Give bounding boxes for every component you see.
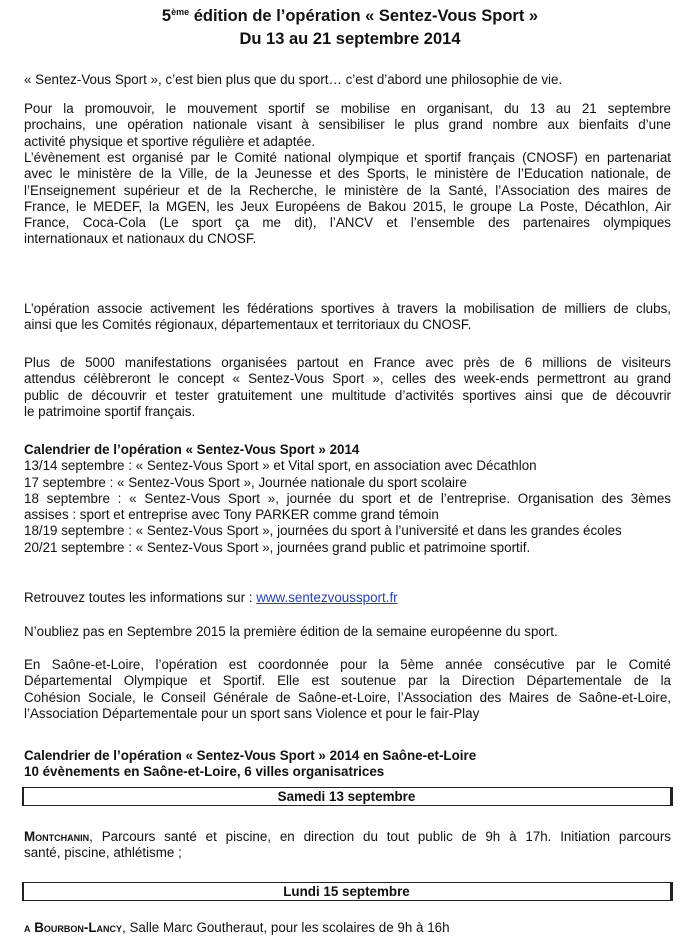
date-banner: Samedi 13 septembre [22,787,671,806]
events-paragraph: Plus de 5000 manifestations organisées partout en France avec près de 6 millions de visiteurs attendus célèbreront le concept « Sentez-Vous Sport », celles des week-ends permettront au grand public de découvrir et tester gratuitement une multitude d’activités sportives ainsi que de découvrir le patrimoine sportif français. [24,355,671,419]
document-title: 5ème édition de l’opération « Sentez-Vous Sport » [161,7,539,25]
calendar-heading: Calendrier de l’opération « Sentez-Vous Sport » 2014 [24,442,360,457]
date-banner: Lundi 15 septembre [22,882,671,901]
website-link[interactable]: www.sentezvoussport.fr [256,590,398,605]
calendar-item-continued: assises : sport et entreprise avec Tony PARKER comme grand témoin [24,507,439,523]
federations-paragraph: L’opération associe activement les fédérations sportives à travers la mobilisation de milliers de clubs, ainsi que les Comités régionaux, départementaux et territoriaux du CNOSF. [24,301,671,333]
calendar-item: 13/14 septembre : « Sentez-Vous Sport » et Vital sport, en association avec Décathlon [24,458,537,474]
event-town: a Bourbon-Lancy [24,920,123,935]
partners-paragraph: L’évènement est organisé par le Comité national olympique et sportif français (CNOSF) en partenariat avec le ministère de la Ville, de la Jeunesse et des Sports, le ministère de l’Education nationale, de l’Enseignement supérieur et de la Recherche, le ministère de la Santé, l’Association des maires de France, le MEDEF, la MGEN, les Jeux Européens de Bakou 2015, le groupe La Poste, Décathlon, Air France, Coca-Cola (Le sport ça me dit), l’ANCV et l’ensemble des partenaires olympiques internationaux et nationaux du CNOSF. [24,150,671,247]
event-bourbon-lancy: a Bourbon-Lancy, Salle Marc Goutheraut, pour les scolaires de 9h à 16h [24,920,450,935]
website-line: Retrouvez toutes les informations sur : www.sentezvoussport.fr [24,590,398,605]
saone-paragraph: En Saône-et-Loire, l’opération est coordonnée pour la 5ème année consécutive par le Comité Départemental Olympique et Sportif. Elle est soutenue par la Direction Départementale de la Cohésion Sociale, le Conseil Générale de Saône-et-Loire, l’Association des Maires de Saône-et-Loire, l’Association Départementale pour un sport sans Violence et pour le fair-Play [24,657,671,721]
intro-paragraph: « Sentez-Vous Sport », c’est bien plus que du sport… c’est d’abord une philosophie de vie. [24,72,563,87]
calendar-item: 18/19 septembre : « Sentez-Vous Sport », journées du sport à l’université et dans les grandes écoles [24,523,622,539]
calendar-item: 17 septembre : « Sentez-Vous Sport », Journée nationale du sport scolaire [24,474,467,490]
event-town: Montchanin [24,829,90,844]
promotion-paragraph: Pour la promouvoir, le mouvement sportif se mobilise en organisant, du 13 au 21 septembre prochains, une opération nationale visant à sensibiliser le plus grand nombre aux bienfaits d’une activité physique et sportive régulière et adaptée. [24,101,671,149]
local-calendar-heading: Calendrier de l’opération « Sentez-Vous Sport » 2014 en Saône-et-Loire 10 évènements en Saône-et-Loire, 6 villes organisatrices [24,748,477,780]
calendar-item: 20/21 septembre : « Sentez-Vous Sport », journées grand public et patrimoine sportif. [24,539,531,555]
european-week-paragraph: N’oubliez pas en Septembre 2015 la première édition de la semaine européenne du sport. [24,624,558,639]
event-montchanin: Montchanin, Parcours santé et piscine, en direction du tout public de 9h à 17h. Initiation parcours santé, piscine, athlétisme ; [24,829,671,861]
title-superscript: ème [171,7,190,17]
document-subtitle: Du 13 au 21 septembre 2014 [239,30,461,48]
calendar-section [24,442,671,556]
calendar-item: 18 septembre : « Sentez-Vous Sport », journée du sport et de l’entreprise. Organisation des 3èmes [24,490,671,506]
